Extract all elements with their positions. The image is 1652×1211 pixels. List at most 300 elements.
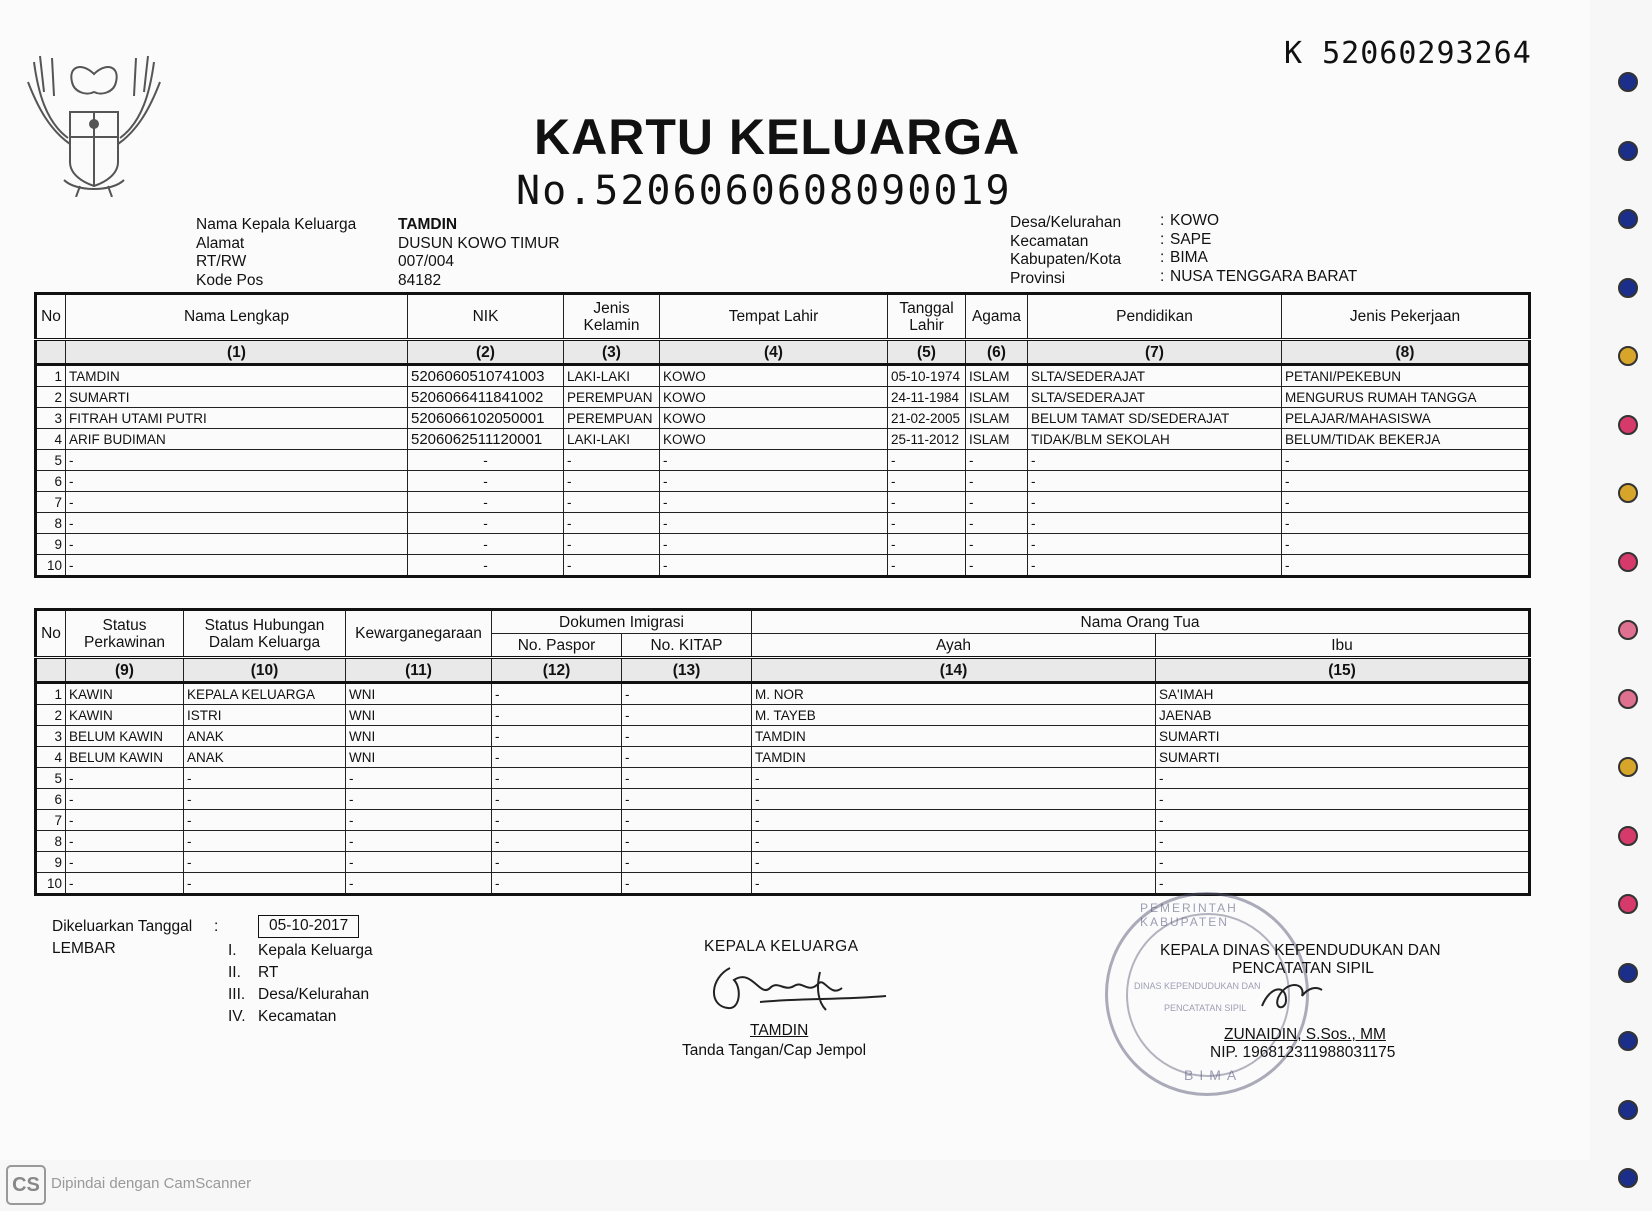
label-rtrw: RT/RW xyxy=(196,253,247,270)
row-number-cell: 1 xyxy=(36,365,66,387)
table-cell: - xyxy=(660,471,888,492)
table-cell: - xyxy=(1028,471,1282,492)
binder-hole-icon xyxy=(1618,757,1638,777)
table-cell: 5206066411841002 xyxy=(408,387,564,408)
table-cell: - xyxy=(622,705,752,726)
table-cell: - xyxy=(622,683,752,705)
table-cell: KAWIN xyxy=(66,705,184,726)
colon: : xyxy=(1160,230,1165,248)
label-nama-kepala: Nama Kepala Keluarga xyxy=(196,216,357,233)
table-cell: - xyxy=(1028,492,1282,513)
table-row xyxy=(36,450,1530,471)
table-cell: - xyxy=(1282,534,1530,555)
table-row xyxy=(36,534,1530,555)
table-cell: - xyxy=(622,726,752,747)
table-cell: - xyxy=(1156,789,1530,810)
table-cell: SLTA/SEDERAJAT xyxy=(1028,365,1282,387)
row-number-cell: 2 xyxy=(36,387,66,408)
table-row xyxy=(36,747,1530,768)
table-cell: - xyxy=(564,450,660,471)
table-cell: - xyxy=(346,852,492,873)
kk-signature-icon xyxy=(700,958,890,1018)
table-cell: - xyxy=(564,555,660,577)
table-row xyxy=(36,387,1530,408)
table-cell: - xyxy=(888,534,966,555)
column-number xyxy=(36,340,66,365)
table-cell: - xyxy=(184,852,346,873)
table-cell: BELUM TAMAT SD/SEDERAJAT xyxy=(1028,408,1282,429)
row-number-cell: 8 xyxy=(36,831,66,852)
table-cell: KOWO xyxy=(660,365,888,387)
header-right-values xyxy=(1170,212,1357,286)
stamp-text-top: PEMERINTAH KABUPATEN xyxy=(1140,901,1238,929)
binder-hole-icon xyxy=(1618,689,1638,709)
table-cell: - xyxy=(752,768,1156,789)
table-cell: SUMARTI xyxy=(1156,726,1530,747)
table-cell: TIDAK/BLM SEKOLAH xyxy=(1028,429,1282,450)
table-cell: ISLAM xyxy=(966,365,1028,387)
table-cell: - xyxy=(1282,450,1530,471)
document-title: KARTU KELUARGA xyxy=(534,109,1021,165)
binder-hole-icon xyxy=(1618,72,1638,92)
table-cell: - xyxy=(346,831,492,852)
col-header-dokumen-imigrasi: Dokumen Imigrasi xyxy=(492,610,752,634)
table-cell: KEPALA KELUARGA xyxy=(184,683,346,705)
table-cell: - xyxy=(408,513,564,534)
table-cell: - xyxy=(660,492,888,513)
table-cell: - xyxy=(660,513,888,534)
table-cell: - xyxy=(492,768,622,789)
value-alamat: DUSUN KOWO TIMUR xyxy=(398,234,560,252)
column-number: (12) xyxy=(492,658,622,683)
lembar-roman: III. xyxy=(228,986,246,1003)
binder-hole-icon xyxy=(1618,278,1638,298)
table-cell: - xyxy=(1282,471,1530,492)
table-cell: - xyxy=(346,873,492,895)
table-row xyxy=(36,408,1530,429)
table-cell: 25-11-2012 xyxy=(888,429,966,450)
table-row xyxy=(36,513,1530,534)
column-number: (10) xyxy=(184,658,346,683)
header-left-labels xyxy=(196,216,356,290)
lembar-item xyxy=(228,962,373,984)
lembar-text: Kecamatan xyxy=(258,1008,337,1025)
row-number-cell: 5 xyxy=(36,450,66,471)
kk-signature-title: KEPALA KELUARGA xyxy=(704,938,859,955)
table-cell: ISTRI xyxy=(184,705,346,726)
table-cell: 5206060510741003 xyxy=(408,365,564,387)
table-cell: WNI xyxy=(346,683,492,705)
table-cell: - xyxy=(184,768,346,789)
table-row xyxy=(36,810,1530,831)
dinas-title-line1: KEPALA DINAS KEPENDUDUKAN DAN xyxy=(1160,942,1441,959)
label-kodepos: Kode Pos xyxy=(196,271,264,289)
table-cell: - xyxy=(564,534,660,555)
table-cell: BELUM KAWIN xyxy=(66,726,184,747)
table-cell: - xyxy=(888,450,966,471)
column-number: (4) xyxy=(660,340,888,365)
table-cell: - xyxy=(752,852,1156,873)
table-cell: ARIF BUDIMAN xyxy=(66,429,408,450)
col-header-tempat-lahir: Tempat Lahir xyxy=(660,294,888,340)
table-cell: M. TAYEB xyxy=(752,705,1156,726)
col-header-pendidikan: Pendidikan xyxy=(1028,294,1282,340)
table-cell: - xyxy=(1028,450,1282,471)
binder-hole-icon xyxy=(1618,346,1638,366)
table-cell: - xyxy=(622,831,752,852)
official-name: ZUNAIDIN, S.Sos., MM xyxy=(1224,1026,1386,1043)
table-cell: - xyxy=(564,471,660,492)
table-cell: MENGURUS RUMAH TANGGA xyxy=(1282,387,1530,408)
table-cell: WNI xyxy=(346,705,492,726)
binder-hole-icon xyxy=(1618,552,1638,572)
table-cell: - xyxy=(622,873,752,895)
table-cell: - xyxy=(66,789,184,810)
label-kabupaten: Kabupaten/Kota xyxy=(1010,251,1122,268)
table-cell: WNI xyxy=(346,747,492,768)
table-cell: - xyxy=(408,534,564,555)
table-row xyxy=(36,683,1530,705)
table-cell: - xyxy=(66,852,184,873)
table-cell: - xyxy=(1028,534,1282,555)
lembar-text: Kepala Keluarga xyxy=(258,942,373,959)
table-cell: - xyxy=(66,810,184,831)
table-cell: PETANI/PEKEBUN xyxy=(1282,365,1530,387)
table-cell: - xyxy=(660,450,888,471)
camscanner-text: Dipindai dengan CamScanner xyxy=(51,1175,252,1192)
table-cell: - xyxy=(66,831,184,852)
table-cell: - xyxy=(66,534,408,555)
table-cell: M. NOR xyxy=(752,683,1156,705)
table-row xyxy=(36,852,1530,873)
kk-signature-caption: Tanda Tangan/Cap Jempol xyxy=(682,1042,867,1059)
colon: : xyxy=(1160,249,1165,266)
table-cell: - xyxy=(1156,852,1530,873)
table-cell: 05-10-1974 xyxy=(888,365,966,387)
col-header-jenis-kelamin: Jenis Kelamin xyxy=(564,294,660,340)
row-number-cell: 3 xyxy=(36,726,66,747)
table-cell: JAENAB xyxy=(1156,705,1530,726)
table-cell: - xyxy=(888,513,966,534)
row-number-cell: 4 xyxy=(36,429,66,450)
lembar-text: Desa/Kelurahan xyxy=(258,986,370,1003)
row-number-cell: 9 xyxy=(36,534,66,555)
table-cell: - xyxy=(492,789,622,810)
table-cell: - xyxy=(184,873,346,895)
table-row xyxy=(36,705,1530,726)
lembar-item xyxy=(228,984,373,1006)
binder-hole-icon xyxy=(1618,894,1638,914)
binder-hole-icon xyxy=(1618,1100,1638,1120)
table-cell: - xyxy=(752,810,1156,831)
table-cell: - xyxy=(492,683,622,705)
column-number: (8) xyxy=(1282,340,1530,365)
table-cell: ISLAM xyxy=(966,408,1028,429)
lembar-roman: I. xyxy=(228,942,237,959)
table-cell: - xyxy=(1282,555,1530,577)
label-kecamatan: Kecamatan xyxy=(1010,232,1089,250)
table-cell: SA'IMAH xyxy=(1156,683,1530,705)
family-members-table xyxy=(34,292,1531,578)
table-cell: - xyxy=(888,492,966,513)
table-cell: - xyxy=(622,810,752,831)
table-cell: - xyxy=(184,831,346,852)
row-number-cell: 8 xyxy=(36,513,66,534)
table-cell: - xyxy=(564,513,660,534)
row-number-cell: 3 xyxy=(36,408,66,429)
table-cell: - xyxy=(408,471,564,492)
table-cell: - xyxy=(184,789,346,810)
stamp-text-mid2: PENCATATAN SIPIL xyxy=(1164,1003,1247,1013)
table-cell: - xyxy=(492,705,622,726)
col-header-no: No xyxy=(36,294,66,340)
issued-date-box: 05-10-2017 xyxy=(258,915,359,938)
table-cell: - xyxy=(66,471,408,492)
table-cell: - xyxy=(66,555,408,577)
row-number-cell: 5 xyxy=(36,768,66,789)
table-cell: - xyxy=(66,492,408,513)
table-cell: SUMARTI xyxy=(66,387,408,408)
table-row xyxy=(36,873,1530,895)
table-cell: - xyxy=(966,492,1028,513)
column-number: (13) xyxy=(622,658,752,683)
row-number-cell: 10 xyxy=(36,873,66,895)
row-number-cell: 2 xyxy=(36,705,66,726)
serial-number: K 52060293264 xyxy=(1284,36,1532,71)
table-cell: - xyxy=(492,747,622,768)
col-header-nama: Nama Lengkap xyxy=(66,294,408,340)
column-number: (2) xyxy=(408,340,564,365)
value-rtrw: 007/004 xyxy=(398,253,455,270)
table-cell: - xyxy=(492,810,622,831)
colon: : xyxy=(1160,212,1165,229)
table-cell: LAKI-LAKI xyxy=(564,365,660,387)
row-number-cell: 7 xyxy=(36,492,66,513)
table-cell: - xyxy=(1156,768,1530,789)
table-cell: - xyxy=(1156,831,1530,852)
table-cell: - xyxy=(492,726,622,747)
table-cell: - xyxy=(752,831,1156,852)
table-cell: - xyxy=(66,513,408,534)
table-row xyxy=(36,492,1530,513)
table-cell: - xyxy=(184,810,346,831)
table-row xyxy=(36,365,1530,387)
col-header-tanggal-lahir: Tanggal Lahir xyxy=(888,294,966,340)
table-cell: - xyxy=(346,789,492,810)
table-row xyxy=(36,471,1530,492)
binder-hole-icon xyxy=(1618,620,1638,640)
col-header-kitap: No. KITAP xyxy=(622,634,752,658)
table-cell: BELUM KAWIN xyxy=(66,747,184,768)
binder-hole-icon xyxy=(1618,415,1638,435)
header-right-colons xyxy=(1160,212,1164,286)
row-number-cell: 1 xyxy=(36,683,66,705)
table-cell: - xyxy=(622,852,752,873)
table-cell: WNI xyxy=(346,726,492,747)
dinas-title-line2: PENCATATAN SIPIL xyxy=(1232,960,1374,977)
lembar-text: RT xyxy=(258,964,279,981)
table-cell: PEREMPUAN xyxy=(564,387,660,408)
column-number: (5) xyxy=(888,340,966,365)
issued-date-label: Dikeluarkan Tanggal xyxy=(52,918,193,935)
column-number: (9) xyxy=(66,658,184,683)
column-number: (3) xyxy=(564,340,660,365)
table-cell: - xyxy=(966,450,1028,471)
table-cell: TAMDIN xyxy=(752,747,1156,768)
table-cell: - xyxy=(492,873,622,895)
table-cell: - xyxy=(492,852,622,873)
value-kabupaten: BIMA xyxy=(1170,249,1208,266)
table-cell: FITRAH UTAMI PUTRI xyxy=(66,408,408,429)
column-number: (11) xyxy=(346,658,492,683)
garuda-emblem-icon xyxy=(24,52,164,197)
table-cell: BELUM/TIDAK BEKERJA xyxy=(1282,429,1530,450)
table-cell: TAMDIN xyxy=(66,365,408,387)
table-cell: - xyxy=(966,555,1028,577)
table-cell: - xyxy=(408,555,564,577)
table-cell: TAMDIN xyxy=(752,726,1156,747)
binder-hole-icon xyxy=(1618,141,1638,161)
column-number: (7) xyxy=(1028,340,1282,365)
table-cell: - xyxy=(622,768,752,789)
table-cell: - xyxy=(622,789,752,810)
table-cell: KOWO xyxy=(660,429,888,450)
table-cell: KOWO xyxy=(660,387,888,408)
column-number-row xyxy=(36,658,1530,683)
table-cell: PEREMPUAN xyxy=(564,408,660,429)
column-number: (1) xyxy=(66,340,408,365)
binder-hole-icon xyxy=(1618,209,1638,229)
table-cell: - xyxy=(752,873,1156,895)
col-header-nama-orang-tua: Nama Orang Tua xyxy=(752,610,1530,634)
binder-hole-icon xyxy=(1618,826,1638,846)
table-row xyxy=(36,429,1530,450)
table-cell: PELAJAR/MAHASISWA xyxy=(1282,408,1530,429)
col-header-ayah: Ayah xyxy=(752,634,1156,658)
table-cell: ISLAM xyxy=(966,387,1028,408)
column-number: (14) xyxy=(752,658,1156,683)
table-cell: LAKI-LAKI xyxy=(564,429,660,450)
row-number-cell: 6 xyxy=(36,789,66,810)
header-right-labels xyxy=(1010,214,1121,288)
table-cell: 21-02-2005 xyxy=(888,408,966,429)
table-cell: ANAK xyxy=(184,726,346,747)
col-header-agama: Agama xyxy=(966,294,1028,340)
kk-signature-name: TAMDIN xyxy=(750,1022,809,1039)
lembar-list xyxy=(228,940,373,1028)
binder-hole-icon xyxy=(1618,1031,1638,1051)
table-cell: - xyxy=(408,450,564,471)
lembar-roman: IV. xyxy=(228,1008,246,1025)
table-cell: - xyxy=(966,534,1028,555)
table-cell: 5206066102050001 xyxy=(408,408,564,429)
table-cell: - xyxy=(346,768,492,789)
label-desa: Desa/Kelurahan xyxy=(1010,214,1122,231)
lembar-label: LEMBAR xyxy=(52,940,116,957)
table-cell: KOWO xyxy=(660,408,888,429)
label-alamat: Alamat xyxy=(196,234,245,252)
col-header-status-perkawinan: Status Perkawinan xyxy=(66,610,184,658)
table-row xyxy=(36,831,1530,852)
family-status-table xyxy=(34,608,1531,896)
official-signature-icon xyxy=(1256,976,1326,1016)
table-row xyxy=(36,726,1530,747)
value-desa: KOWO xyxy=(1170,212,1220,229)
lembar-item xyxy=(228,940,373,962)
binder-hole-icon xyxy=(1618,1168,1638,1188)
table-cell: - xyxy=(1156,810,1530,831)
col-header-no: No xyxy=(36,610,66,658)
table-cell: - xyxy=(1156,873,1530,895)
value-kodepos: 84182 xyxy=(398,271,442,289)
table-cell: - xyxy=(660,555,888,577)
stamp-text-bottom: BIMA xyxy=(1184,1067,1243,1083)
table-cell: 24-11-1984 xyxy=(888,387,966,408)
table-row xyxy=(36,789,1530,810)
row-number-cell: 6 xyxy=(36,471,66,492)
table-cell: - xyxy=(888,471,966,492)
table-row xyxy=(36,555,1530,577)
col-header-ibu: Ibu xyxy=(1156,634,1530,658)
official-nip: NIP. 196812311988031175 xyxy=(1210,1044,1396,1061)
table-cell: - xyxy=(660,534,888,555)
table-cell: - xyxy=(1282,492,1530,513)
header-left-values xyxy=(398,216,560,290)
table-cell: - xyxy=(966,513,1028,534)
binder-hole-icon xyxy=(1618,483,1638,503)
camscanner-logo: CS xyxy=(6,1165,46,1205)
column-number: (15) xyxy=(1156,658,1530,683)
row-number-cell: 7 xyxy=(36,810,66,831)
lembar-item xyxy=(228,1006,373,1028)
table-cell: - xyxy=(888,555,966,577)
table-cell: - xyxy=(66,768,184,789)
col-header-paspor: No. Paspor xyxy=(492,634,622,658)
table-cell: - xyxy=(966,471,1028,492)
row-number-cell: 10 xyxy=(36,555,66,577)
table-cell: - xyxy=(66,450,408,471)
table-cell: KAWIN xyxy=(66,683,184,705)
value-nama-kepala: TAMDIN xyxy=(398,216,458,233)
table-cell: SUMARTI xyxy=(1156,747,1530,768)
col-header-status-hubungan: Status Hubungan Dalam Keluarga xyxy=(184,610,346,658)
colon: : xyxy=(1160,267,1165,285)
table-row xyxy=(36,768,1530,789)
table-cell: - xyxy=(1282,513,1530,534)
table-cell: - xyxy=(564,492,660,513)
col-header-kewarganegaraan: Kewarganegaraan xyxy=(346,610,492,658)
column-number xyxy=(36,658,66,683)
row-number-cell: 4 xyxy=(36,747,66,768)
table-cell: - xyxy=(622,747,752,768)
column-number: (6) xyxy=(966,340,1028,365)
kk-number: No.5206060608090019 xyxy=(516,168,1012,214)
binder-hole-icon xyxy=(1618,963,1638,983)
table-cell: - xyxy=(492,831,622,852)
table-cell: - xyxy=(752,789,1156,810)
table-cell: - xyxy=(1028,513,1282,534)
table-cell: - xyxy=(408,492,564,513)
table-cell: - xyxy=(1028,555,1282,577)
table-cell: ANAK xyxy=(184,747,346,768)
col-header-pekerjaan: Jenis Pekerjaan xyxy=(1282,294,1530,340)
label-provinsi: Provinsi xyxy=(1010,269,1066,287)
col-header-nik: NIK xyxy=(408,294,564,340)
value-provinsi: NUSA TENGGARA BARAT xyxy=(1170,267,1358,285)
value-kecamatan: SAPE xyxy=(1170,230,1212,248)
table-cell: 5206062511120001 xyxy=(408,429,564,450)
issued-date-colon: : xyxy=(214,918,219,935)
